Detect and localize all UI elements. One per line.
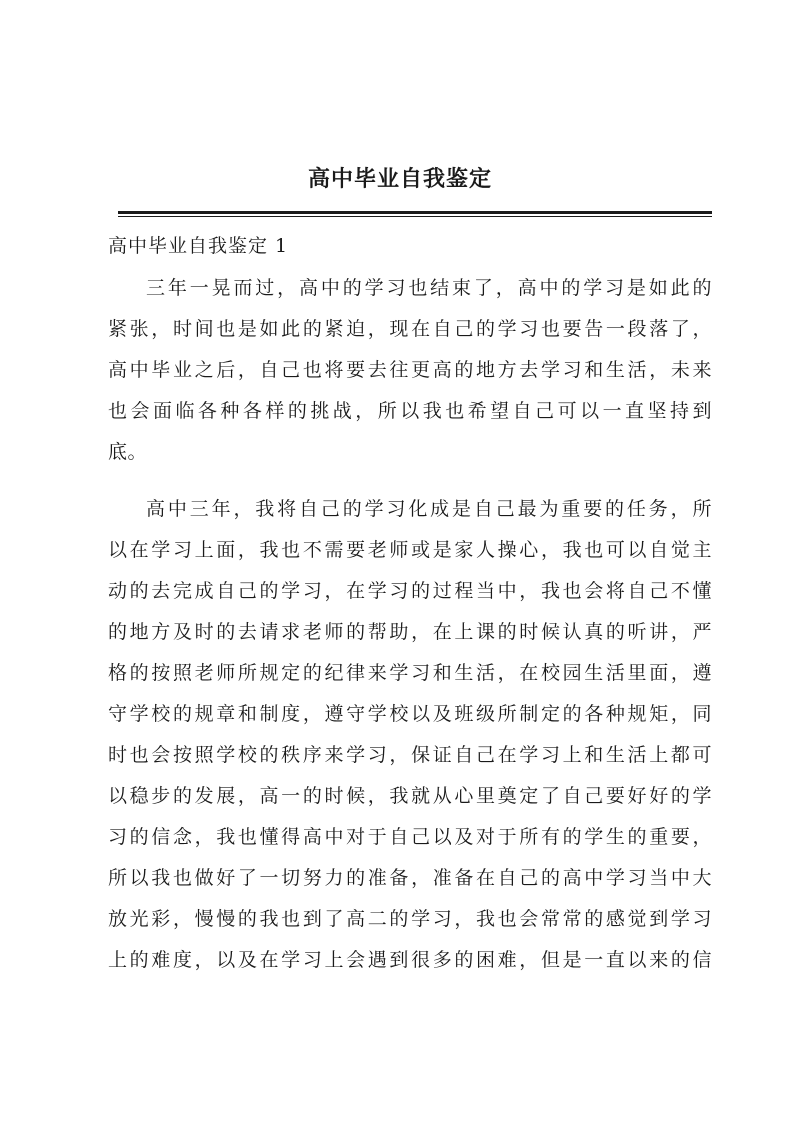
paragraph-1 [108,268,712,473]
paragraph-line: 底。 [108,441,148,463]
paragraph-line: 三年一晃而过，高中的学习也结束了，高中的学习是如此的 [146,277,712,299]
paragraph-line: 上的难度，以及在学习上会遇到很多的困难，但是一直以来的信 [108,949,712,971]
paragraph-line: 所以我也做好了一切努力的准备，准备在自己的高中学习当中大 [108,867,712,889]
paragraph-line: 守学校的规章和制度，遵守学校以及班级所制定的各种规矩，同 [108,703,712,725]
paragraph-line: 以稳步的发展，高一的时候，我就从心里奠定了自己要好好的学 [108,785,712,807]
paragraph-line: 时也会按照学校的秩序来学习，保证自己在学习上和生活上都可 [108,744,712,766]
title-divider-thin [118,216,712,217]
paragraph-line: 放光彩，慢慢的我也到了高二的学习，我也会常常的感觉到学习 [108,908,712,930]
paragraph-line: 动的去完成自己的学习，在学习的过程当中，我也会将自己不懂 [108,580,712,602]
paragraph-line: 高中毕业之后，自己也将要去往更高的地方去学习和生活，未来 [108,359,712,381]
paragraph-line: 以在学习上面，我也不需要老师或是家人操心，我也可以自觉主 [108,539,712,561]
page-title: 高中毕业自我鉴定 [307,166,492,192]
paragraph-line: 习的信念，我也懂得高中对于自己以及对于所有的学生的重要， [108,826,712,848]
paragraph-line: 高中三年，我将自己的学习化成是自己最为重要的任务，所 [146,498,712,520]
paragraph-line: 紧张，时间也是如此的紧迫，现在自己的学习也要告一段落了， [108,318,712,340]
paragraph-line: 的地方及时的去请求老师的帮助，在上课的时候认真的听讲，严 [108,621,712,643]
paragraph-line: 也会面临各种各样的挑战，所以我也希望自己可以一直坚持到 [108,400,712,422]
paragraph-line: 格的按照老师所规定的纪律来学习和生活，在校园生活里面，遵 [108,662,712,684]
document-body [108,268,712,997]
paragraph-2 [108,489,712,981]
title-divider-thick [118,211,712,214]
section-heading: 高中毕业自我鉴定 1 [108,235,289,257]
